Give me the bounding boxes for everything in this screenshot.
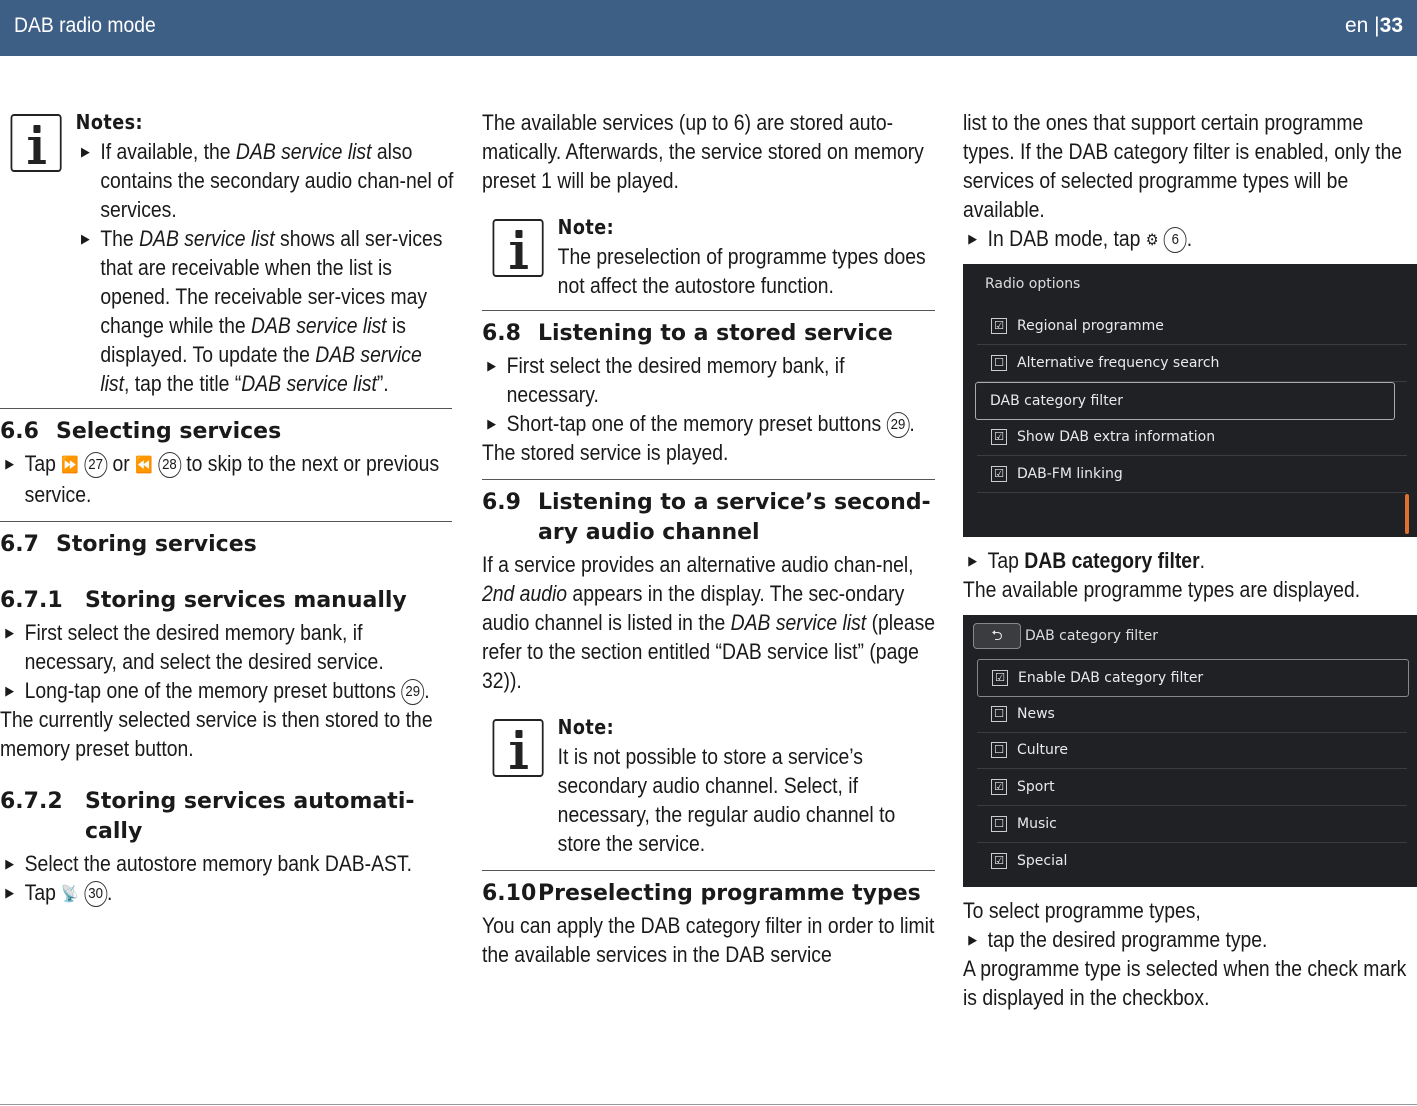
screen-title: Radio options (985, 276, 1081, 292)
footer-rule (0, 1104, 1417, 1105)
paragraph: The available services (up to 6) are stored auto-matically. Afterwards, the service stored on memory preset 1 will be played. (482, 110, 924, 193)
paragraph: If a service provides an alternative audio chan-nel, 2nd audio appears in the display. The sec-ondary audio channel is listed in the DAB service list (please refer to the section entitled “DAB service list” (page 32)). (482, 552, 936, 694)
option-row[interactable]: ☐ Culture (977, 732, 1407, 769)
section-heading: 6.7 Storing services (0, 531, 257, 557)
note-text: The preselection of programme types does not affect the autostore function. (557, 244, 926, 298)
page-header (0, 0, 1417, 56)
option-row[interactable]: ☑ DAB-FM linking (977, 456, 1407, 493)
bullet-item: ▶ First select the desired memory bank, if necessary, and select the desired service. (0, 618, 453, 676)
note-box (482, 713, 936, 858)
option-row[interactable]: ☑ Special (977, 843, 1407, 879)
note-text: It is not possible to store a service’s secondary audio channel. Select, if necessary, the regular audio channel to store the service. (557, 744, 896, 857)
bullet-item: ▶ Select the autostore memory bank DAB-AST. (0, 849, 453, 878)
column-1 (0, 108, 452, 909)
section-heading: 6.8 Listening to a stored service (482, 321, 893, 346)
column-2 (482, 108, 935, 969)
skip-forward-icon: ⏩ (61, 456, 79, 474)
bullet-item: ▶ tap the desired programme type. (963, 925, 1417, 954)
subsection-heading: 6.7.2 Storing services automati-cally (0, 788, 415, 844)
bullet-item: ▶ Tap ⏩ 27 or ⏪ 28 to skip to the next or previous service. (0, 449, 453, 509)
section-heading: 6.9 Listening to a service’s second-ary audio channel (482, 490, 931, 546)
scrollbar[interactable] (1405, 494, 1409, 534)
note-heading: Note: (557, 215, 615, 239)
paragraph: The currently selected service is then stored to the memory preset button. (0, 706, 433, 761)
paragraph: To select programme types, (963, 898, 1201, 923)
screen-title: DAB category filter (1025, 628, 1159, 644)
paragraph: You can apply the DAB category filter in order to limit the available services in the DAB service (482, 913, 935, 968)
column-3-bottom (963, 896, 1417, 1012)
paragraph: A programme type is selected when the check mark is displayed in the checkbox. (963, 956, 1407, 1010)
info-icon (493, 219, 544, 277)
option-row[interactable]: ☑ Sport (977, 769, 1407, 806)
notes-box (0, 108, 453, 398)
bullet-item: ▶ Short-tap one of the memory preset buttons 29 . (482, 409, 936, 438)
option-row[interactable]: ☑ Regional programme (977, 308, 1407, 345)
skip-back-icon: ⏪ (135, 456, 153, 474)
option-row[interactable]: ☑ Enable DAB category filter (977, 659, 1409, 697)
option-row[interactable]: DAB category filter (975, 382, 1395, 420)
bullet-item: ▶ Tap DAB category filter. (963, 546, 1417, 575)
note-heading: Note: (557, 715, 615, 740)
paragraph: list to the ones that support certain programme types. If the DAB category filter is enabled, only the services of selected programme types will be available. (963, 110, 1403, 222)
category-filter-screen (963, 615, 1417, 887)
header-title: DAB radio mode (14, 14, 156, 37)
option-row[interactable]: ☐ News (977, 696, 1407, 733)
bullet-item: ▶ Tap 📡 30 . (0, 878, 453, 909)
radio-options-screen (963, 264, 1417, 537)
gear-icon: ⚙ (1145, 231, 1159, 249)
bullet-item: ▶ Long-tap one of the memory preset buttons 29 . (0, 676, 453, 705)
column-3-middle (963, 546, 1417, 604)
option-row[interactable]: ☐ Music (977, 806, 1407, 843)
column-3 (963, 108, 1417, 255)
section-heading: 6.6 Selecting services (0, 419, 282, 444)
option-row[interactable]: ☑ Show DAB extra information (977, 419, 1407, 456)
paragraph: The stored service is played. (482, 440, 729, 466)
back-button[interactable]: ⮌ (973, 623, 1021, 649)
page-number: en |33 (1344, 14, 1403, 37)
option-row[interactable]: ☐ Alternative frequency search (977, 345, 1407, 382)
info-icon (493, 719, 544, 777)
note-item: ▶ The DAB service list shows all ser-vices that are receivable when the list is opened. The receivable ser-vices may change while the DAB service list is displayed. To update the DAB service list, tap the title “DAB service list”. (76, 224, 454, 398)
section-heading: 6.10 Preselecting programme types (482, 881, 921, 907)
bullet-item: ▶ First select the desired memory bank, if necessary. (482, 351, 936, 409)
bullet-item: ▶ In DAB mode, tap ⚙ 6 . (963, 224, 1417, 255)
note-item: ▶ If available, the DAB service list also contains the secondary audio chan-nel of services. (76, 137, 454, 224)
info-icon (11, 114, 62, 172)
notes-heading: Notes: (75, 110, 144, 134)
note-box (482, 213, 936, 300)
paragraph: The available programme types are displayed. (963, 577, 1361, 602)
subsection-heading: 6.7.1 Storing services manually (0, 587, 407, 613)
antenna-icon: 📡 (61, 885, 79, 903)
